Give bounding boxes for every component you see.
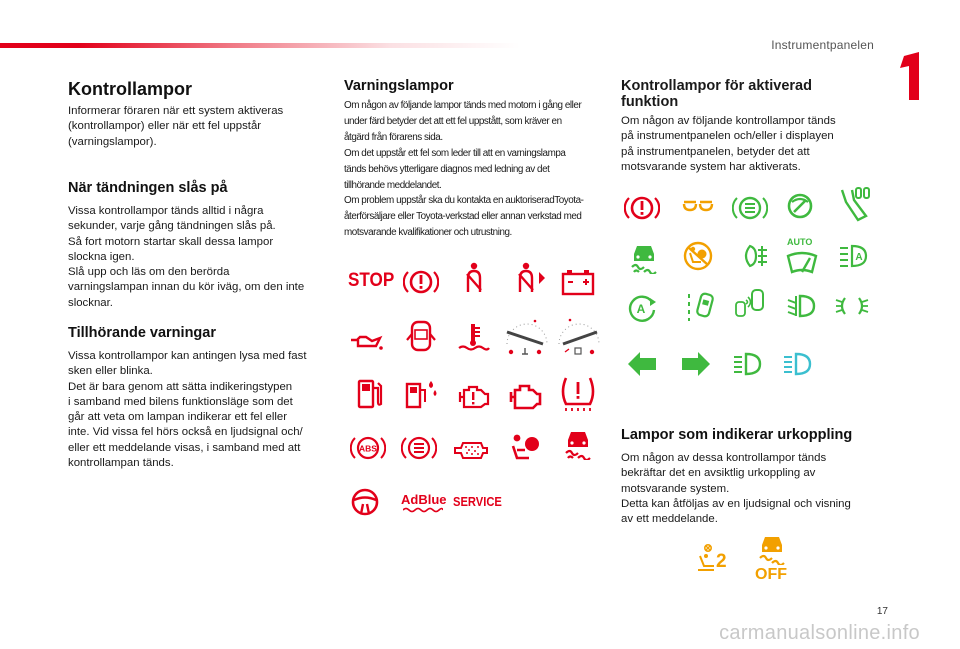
brake-warning-icon xyxy=(403,266,439,298)
brake-red-icon xyxy=(624,192,660,224)
oil-pressure-icon xyxy=(348,326,384,358)
blind-spot-icon xyxy=(732,288,768,320)
brake-pedal-icon xyxy=(836,186,876,226)
start-stop-icon xyxy=(624,292,660,324)
urkoppling-text: Om någon av dessa kontrollampor tänds bekräftar det en avsiktlig urkoppling av motsvarande system. Detta kan åtföljas av en ljudsignal och visning av ett meddelande. xyxy=(621,452,851,526)
electric-brake-icon xyxy=(401,432,437,464)
stability-off-label: OFF xyxy=(755,566,787,583)
dipped-beam-icon xyxy=(784,290,820,322)
turn-right-icon xyxy=(678,348,714,380)
particle-filter-icon xyxy=(453,434,489,466)
aktiverad-title: Kontrollampor för aktiverad funktion xyxy=(621,78,812,110)
coolant-temperature-icon xyxy=(455,322,491,354)
glow-plug-icon xyxy=(680,194,716,226)
abs-icon xyxy=(350,432,386,464)
stability-active-icon xyxy=(626,242,662,274)
svg-text:ABS: ABS xyxy=(359,443,377,454)
low-adblue-gauge-icon xyxy=(555,314,603,358)
airbag-icon xyxy=(507,432,543,464)
section-title: Instrumentpanelen xyxy=(771,38,874,52)
power-steering-icon xyxy=(347,486,383,518)
airbag-off-number: 2 xyxy=(716,551,727,572)
auto-hold-icon xyxy=(782,190,818,222)
varningslampor-text: Om någon av följande lampor tänds med motorn i gång eller under färd betyder det att ett fel uppstått, som kräver en åtgärd från förarens sida. Om det uppstår ett fel som leder till att en varningslampa tänds behövs ytterligare diagnos med ledning av det tillhörande meddelandet. Om problem uppstår ska du kontakta en auktoriseradToyota- återförsäljare eller Toyota-verkstad eller annan verkstad med motsvarande kvalifikationer och utrustning. xyxy=(344,100,584,239)
urkoppling-title: Lampor som indikerar urkoppling xyxy=(621,427,853,443)
kontrollampor-text: Informerar föraren när ett system aktiveras (kontrollampor) eller när ett fel uppstår (varningslampor). xyxy=(68,105,284,148)
fuel-pump-icon xyxy=(352,378,388,410)
passenger-seatbelt-icon xyxy=(510,262,546,294)
page-number: 17 xyxy=(876,606,888,617)
auto-wiper-label: AUTO xyxy=(787,237,813,247)
auto-high-beam-icon xyxy=(836,240,872,272)
adblue-icon: AdBlue xyxy=(401,492,447,507)
turn-left-icon xyxy=(624,348,660,380)
main-beam-on-icon xyxy=(730,348,766,380)
main-beam-blue-icon xyxy=(780,348,816,380)
door-open-icon xyxy=(403,320,439,352)
auto-wiper-icon xyxy=(784,248,820,280)
airbag-off-icon xyxy=(680,240,716,272)
low-fuel-gauge-icon xyxy=(503,314,551,358)
aktiverad-text: Om någon av följande kontrollampor tänds på instrumentpanelen och/eller i displayen på instrumentpanelen, betyder det att motsvarande system har aktiverats. xyxy=(621,115,836,173)
varningslampor-title: Varningslampor xyxy=(344,78,454,94)
svg-text:A: A xyxy=(636,302,646,316)
battery-icon xyxy=(560,266,596,298)
fuel-water-icon xyxy=(403,378,439,410)
sidelights-icon xyxy=(834,290,870,322)
service-icon: SERVICE xyxy=(453,494,502,509)
seatbelt-icon xyxy=(455,262,491,294)
header-accent-bar xyxy=(0,43,520,48)
svg-text:A: A xyxy=(855,252,863,263)
adblue-wave xyxy=(403,507,443,513)
chapter-number xyxy=(898,52,920,100)
stop-icon: STOP xyxy=(348,270,395,291)
lane-assist-icon xyxy=(683,290,719,322)
watermark: carmanualsonline.info xyxy=(719,622,920,644)
stability-off-icon xyxy=(754,533,790,565)
tandning-text: Vissa kontrollampor tänds alltid i några sekunder, varje gång tändningen slås på. Så fort motorn startar skall dessa lampor slockna igen. Slå upp och läs om den berörda varningslampan innan du kör iväg, om den inte slocknar. xyxy=(68,205,305,309)
tillhorande-title: Tillhörande varningar xyxy=(68,325,216,341)
engine-warning-icon xyxy=(455,380,491,412)
handbrake-green-icon xyxy=(732,192,768,224)
svg-text:1: 1 xyxy=(909,81,911,83)
rear-fog-icon xyxy=(736,240,772,272)
kontrollampor-title: Kontrollampor xyxy=(68,79,192,99)
tandning-title: När tändningen slås på xyxy=(68,180,228,196)
stability-control-icon xyxy=(560,428,596,460)
tire-pressure-icon xyxy=(558,374,598,414)
engine-fault-icon xyxy=(507,380,543,412)
tillhorande-text: Vissa kontrollampor kan antingen lysa med fast sken eller blinka. Det är bara genom att sätta indikeringstypen i samband med bilens funktionsläge som det går att veta om lampan indikerar ett fel eller inte. Vid vissa fel hörs också en ljudsignal och/ eller ett meddelande visas, i samband med att kontrollampan tänds. xyxy=(68,350,307,470)
